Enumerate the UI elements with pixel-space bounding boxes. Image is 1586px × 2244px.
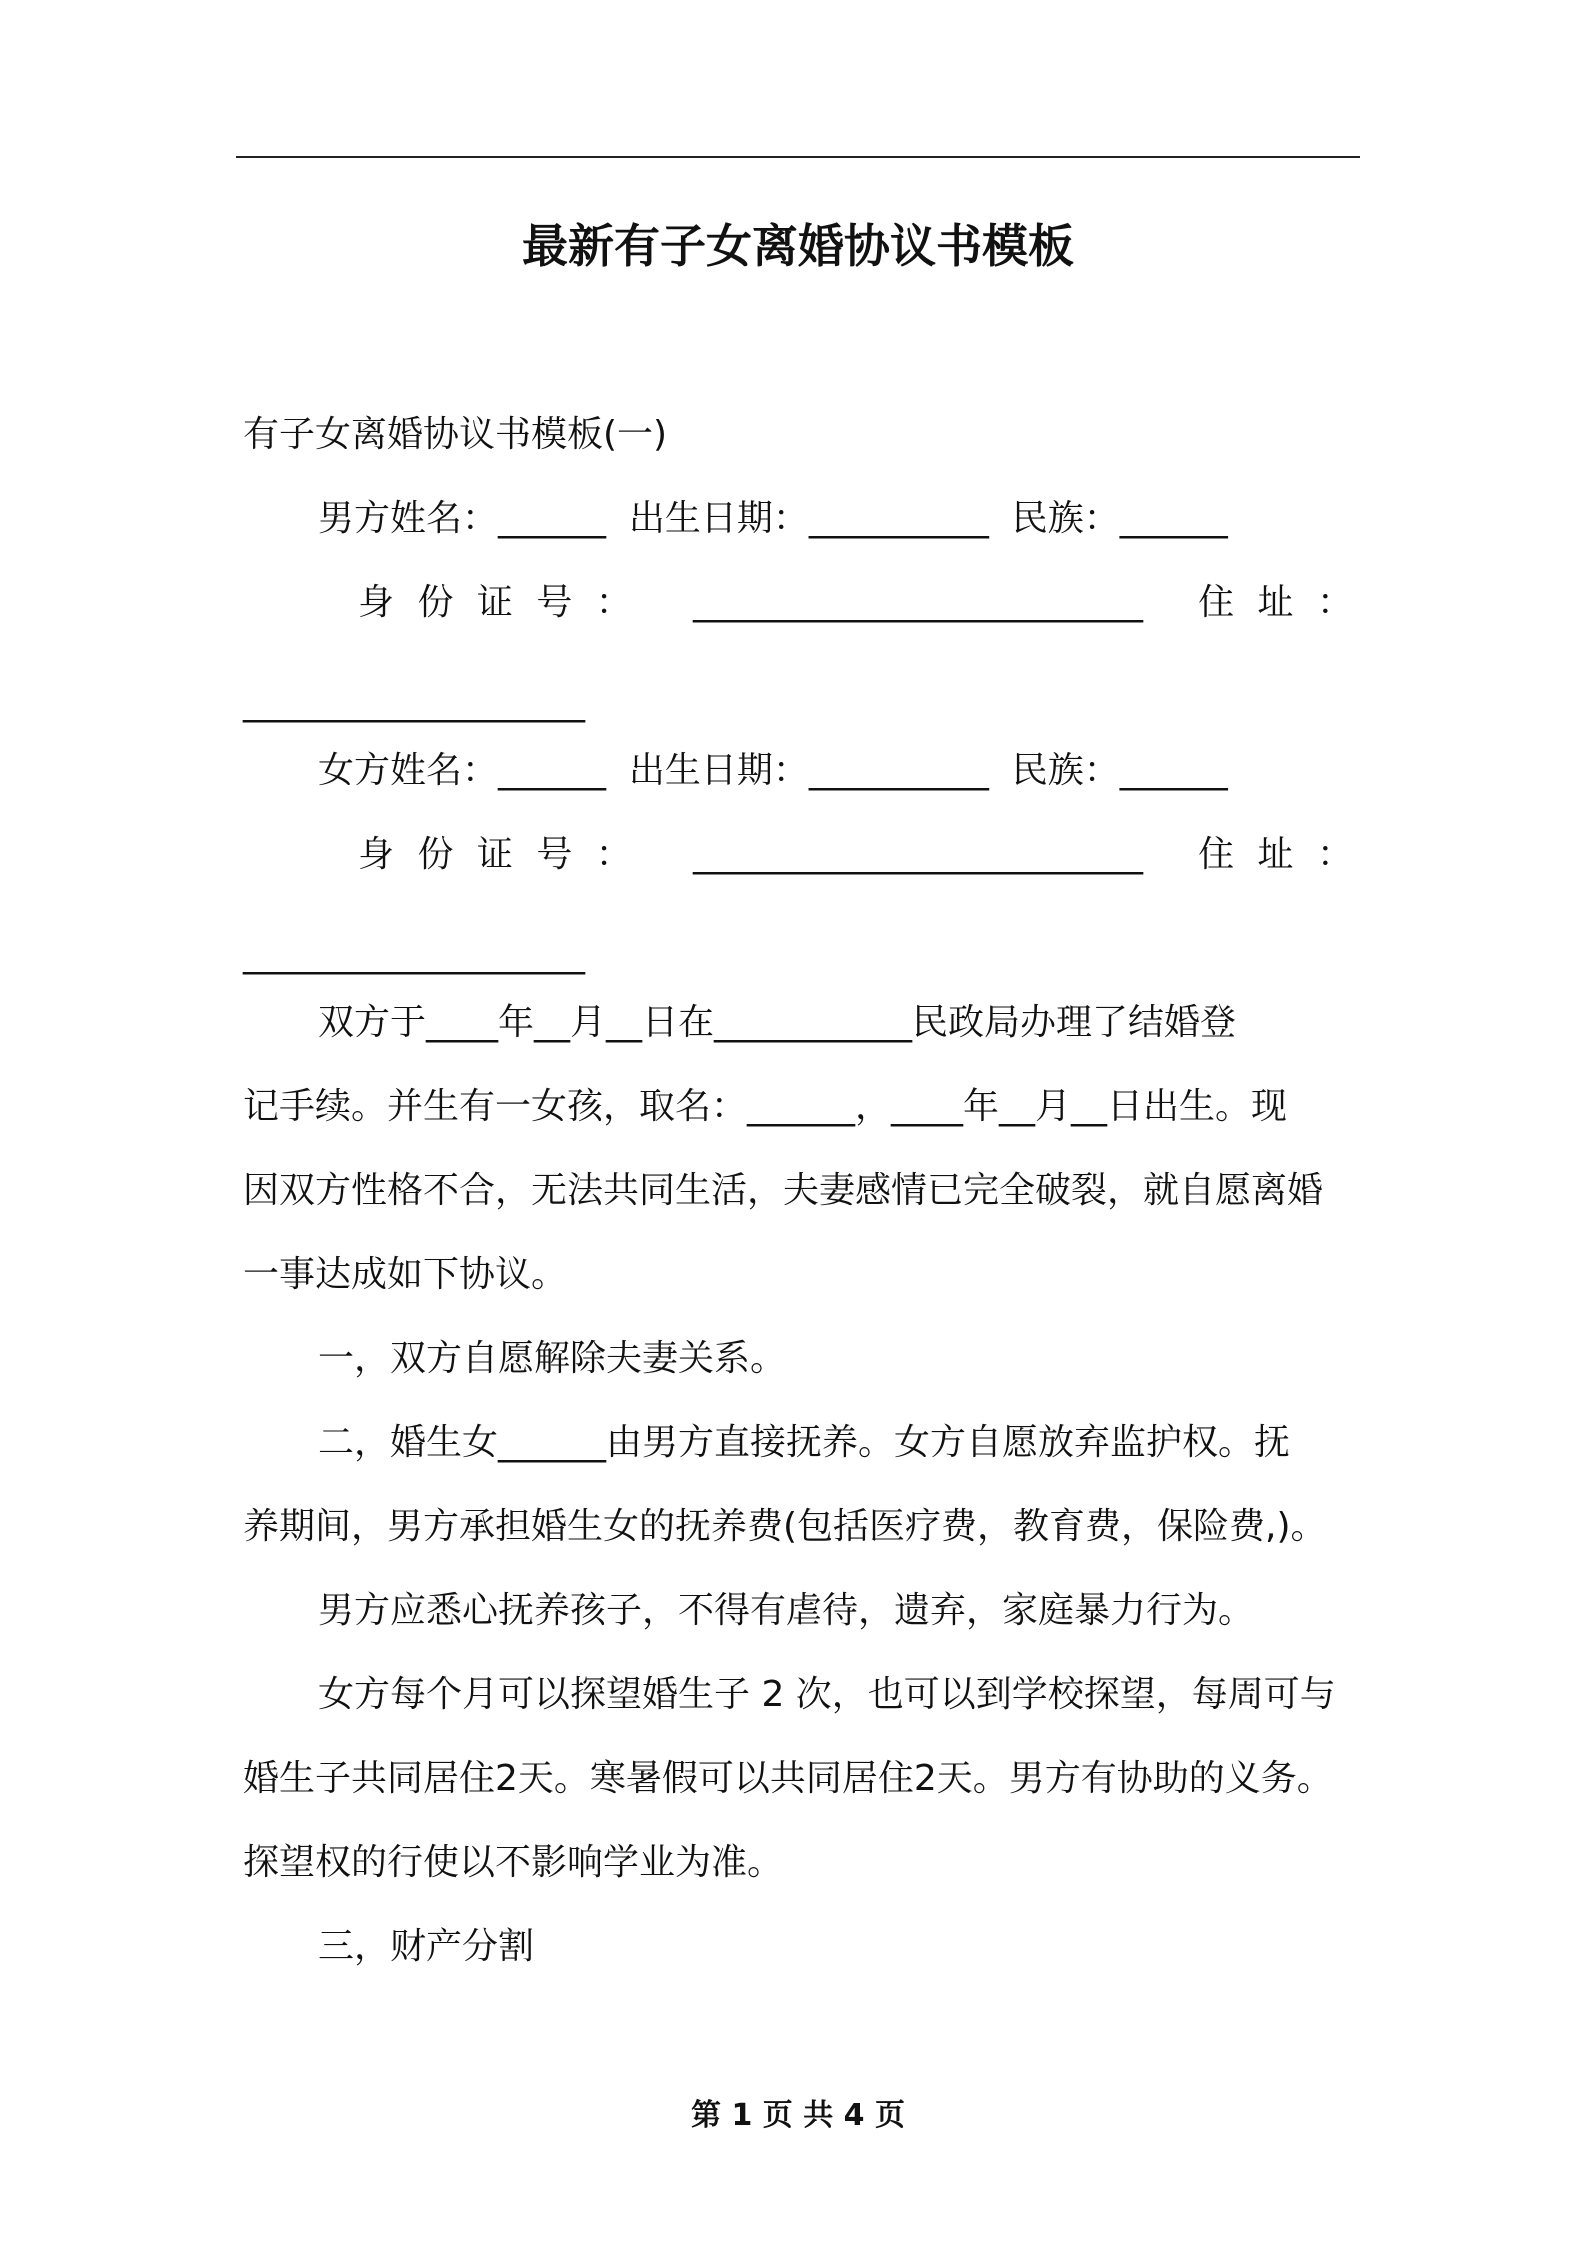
husband-id-blank: _________________________ <box>692 582 1143 623</box>
clause-two-line: 养期间，男方承担婚生女的抚养费(包括医疗费，教育费，保险费,)。 <box>243 1506 1327 1547</box>
husband-address-label: 住 址 ： <box>1198 582 1359 623</box>
page-number: 第 1 页 共 4 页 <box>691 2098 905 2133</box>
clause-two-line: 二，婚生女______由男方直接抚养。女方自愿放弃监护权。抚 <box>318 1422 1291 1463</box>
husband-id-label: 身 份 证 号 ： <box>358 582 638 623</box>
husband-info-line <box>243 494 1359 544</box>
wife-address-blank: ___________________ <box>243 934 585 975</box>
husband-address-blank: ___________________ <box>243 682 585 723</box>
visitation-line: 探望权的行使以不影响学业为准。 <box>243 1842 784 1883</box>
paragraph-line: 双方于____年__月__日在___________民政局办理了结婚登 <box>318 1002 1237 1043</box>
visitation-line: 婚生子共同居住2天。寒暑假可以共同居住2天。男方有协助的义务。 <box>243 1758 1333 1799</box>
paragraph-line: 一事达成如下协议。 <box>243 1254 568 1295</box>
section-subtitle: 有子女离婚协议书模板(一) <box>243 414 668 455</box>
wife-address-label: 住 址 ： <box>1198 834 1359 875</box>
husband-id-line <box>243 578 1359 628</box>
wife-id-label: 身 份 证 号 ： <box>358 834 638 875</box>
document-title: 最新有子女离婚协议书模板 <box>522 219 1074 273</box>
clause-two-note: 男方应悉心抚养孩子，不得有虐待，遗弃，家庭暴力行为。 <box>318 1590 1255 1631</box>
clause-one: 一，双方自愿解除夫妻关系。 <box>318 1338 787 1379</box>
paragraph-line: 因双方性格不合，无法共同生活，夫妻感情已完全破裂，就自愿离婚 <box>243 1170 1324 1211</box>
paragraph-line: 记手续。并生有一女孩，取名：______，____年__月__日出生。现 <box>243 1086 1288 1127</box>
wife-id-blank: _________________________ <box>692 834 1143 875</box>
header-rule <box>236 156 1360 158</box>
husband-info-text: 男方姓名：______ 出生日期：__________ 民族：______ <box>318 498 1228 539</box>
visitation-line: 女方每个月可以探望婚生子 2 次，也可以到学校探望，每周可与 <box>318 1674 1336 1715</box>
clause-three: 三，财产分割 <box>318 1926 535 1967</box>
wife-info-line <box>243 746 1359 796</box>
wife-info-text: 女方姓名：______ 出生日期：__________ 民族：______ <box>318 750 1228 791</box>
wife-id-line <box>243 830 1359 880</box>
